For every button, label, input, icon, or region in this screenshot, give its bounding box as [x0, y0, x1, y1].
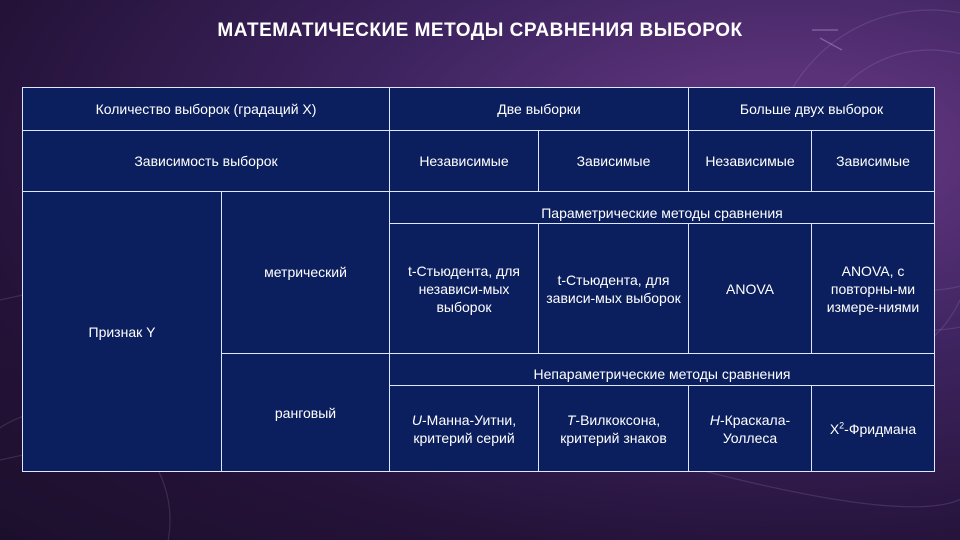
method-mann-whitney: [389, 385, 539, 472]
method-anova: [688, 223, 812, 354]
method-wilcoxon-letter: T: [566, 411, 576, 428]
metric-cell: [221, 191, 390, 354]
method-wilcoxon-label: [543, 411, 684, 447]
method-friedman-text: -Фридмана: [844, 420, 917, 437]
rank-cell: [221, 353, 390, 472]
header-more-dependent-label: Зависимые: [836, 153, 910, 169]
header-two-dependent: [538, 130, 689, 192]
feature-y-label: Признак Y: [88, 324, 156, 340]
header-more-samples-label: Больше двух выборок: [739, 101, 884, 117]
method-mann-whitney-label: [394, 411, 534, 447]
method-t-dependent-label: t-Стьюдента, для зависи-мых выборок: [546, 271, 681, 306]
parametric-title: Параметрические методы сравнения: [541, 205, 783, 221]
method-mann-whitney-text: -Манна-Уитни, критерий серий: [413, 411, 517, 446]
method-t-dependent: [538, 223, 689, 354]
method-t-independent-label: t-Стьюдента, для независи-мых выборок: [408, 262, 520, 315]
method-anova-repeated: [811, 223, 935, 354]
header-dependence: [22, 130, 390, 192]
method-kruskal-wallis-label: [693, 411, 807, 447]
method-friedman-label: [830, 420, 916, 438]
header-dependence-label: Зависимость выборок: [134, 153, 278, 169]
method-wilcoxon: [538, 385, 689, 472]
method-mann-whitney-letter: U: [411, 411, 422, 428]
method-wilcoxon-text: -Вилкоксона, критерий знаков: [560, 411, 667, 446]
header-more-samples: [688, 87, 935, 131]
method-kruskal-wallis-letter: H: [709, 411, 720, 428]
method-t-independent: [389, 223, 539, 354]
method-kruskal-wallis: [688, 385, 812, 472]
page-title: МАТЕМАТИЧЕСКИЕ МЕТОДЫ СРАВНЕНИЯ ВЫБОРОК: [217, 20, 743, 41]
header-two-samples: [389, 87, 689, 131]
header-sample-count: [22, 87, 390, 131]
rank-label: ранговый: [274, 405, 337, 421]
method-friedman-exp: 2: [839, 419, 845, 430]
method-friedman: [811, 385, 935, 472]
header-two-dependent-label: Зависимые: [576, 153, 651, 169]
header-two-samples-label: Две выборки: [497, 101, 581, 117]
header-more-independent: [688, 130, 812, 192]
method-anova-label: ANOVA: [726, 280, 774, 297]
method-anova-repeated-label: ANOVA, с повторны-ми измере-ниями: [826, 262, 920, 315]
method-friedman-base: X: [829, 420, 840, 437]
method-kruskal-wallis-text: -Краскала-Уоллеса: [719, 411, 791, 446]
header-more-dependent: [811, 130, 935, 192]
header-two-independent-label: Независимые: [419, 153, 509, 169]
metric-label: метрический: [264, 263, 347, 280]
header-sample-count-label: Количество выборок (градаций X): [95, 101, 317, 117]
nonparametric-title: Непараметрические методы сравнения: [533, 366, 791, 382]
header-two-independent: [389, 130, 539, 192]
header-more-independent-label: Независимые: [705, 153, 795, 169]
